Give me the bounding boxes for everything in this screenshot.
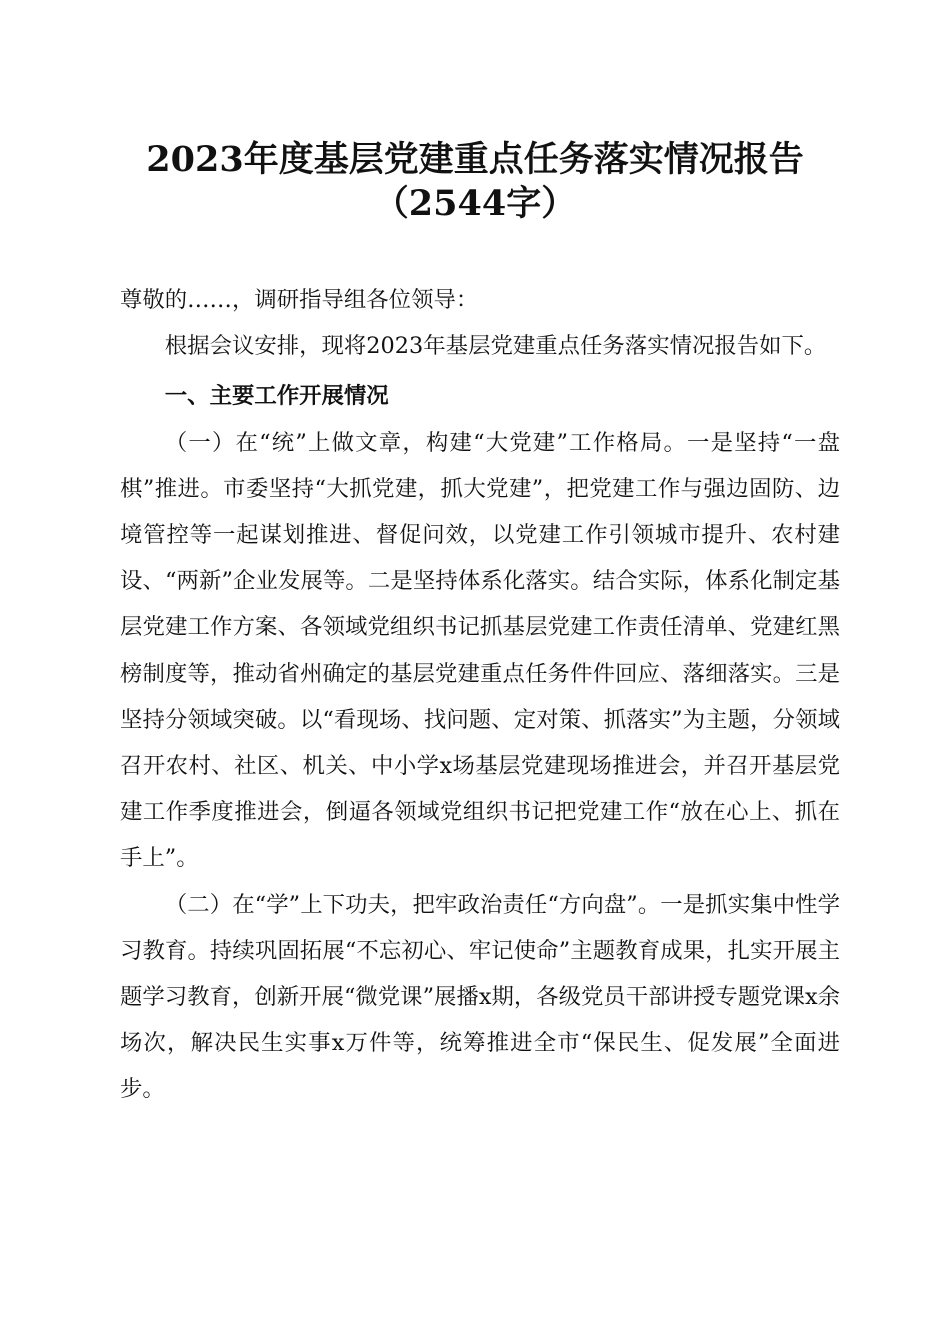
body-paragraph: （一）在“统”上做文章，构建“大党建”工作格局。一是坚持“一盘棋”推进。市委坚持“大抓党建，抓大党建”，把党建工作与强边固防、边境管控等一起谋划推进、督促问效，以党建工作引领城市提升、农村建设、“两新”企业发展等。二是坚持体系化落实。结合实际，体系化制定基层党建工作方案、各领域党组织书记抓基层党建工作责任清单、党建红黑榜制度等，推动省州确定的基层党建重点任务件件回应、落细落实。三是坚持分领域突破。以“看现场、找问题、定对策、抓落实”为主题，分领域召开农村、社区、机关、中小学x场基层党建现场推进会，并召开基层党建工作季度推进会，倒逼各领域党组织书记把党建工作“放在心上、抓在手上”。	[120, 429, 840, 872]
intro-paragraph: 根据会议安排，现将2023年基层党建重点任务落实情况报告如下。	[164, 333, 827, 360]
document-title: 2023年度基层党建重点任务落实情况报告	[146, 139, 804, 180]
salutation: 尊敬的……，调研指导组各位领导：	[120, 287, 479, 313]
section-heading: 一、主要工作开展情况	[164, 383, 389, 410]
document-body	[120, 277, 840, 1113]
document-subtitle: （2544字）	[373, 183, 577, 224]
body-paragraph: （二）在“学”上下功夫，把牢政治责任“方向盘”。一是抓实集中性学习教育。持续巩固拓展“不忘初心、牢记使命”主题教育成果，扎实开展主题学习教育，创新开展“微党课”展播x期，各级党员干部讲授专题党课x余场次，解决民生实事x万件等，统筹推进全市“保民生、促发展”全面进步。	[120, 891, 840, 1103]
